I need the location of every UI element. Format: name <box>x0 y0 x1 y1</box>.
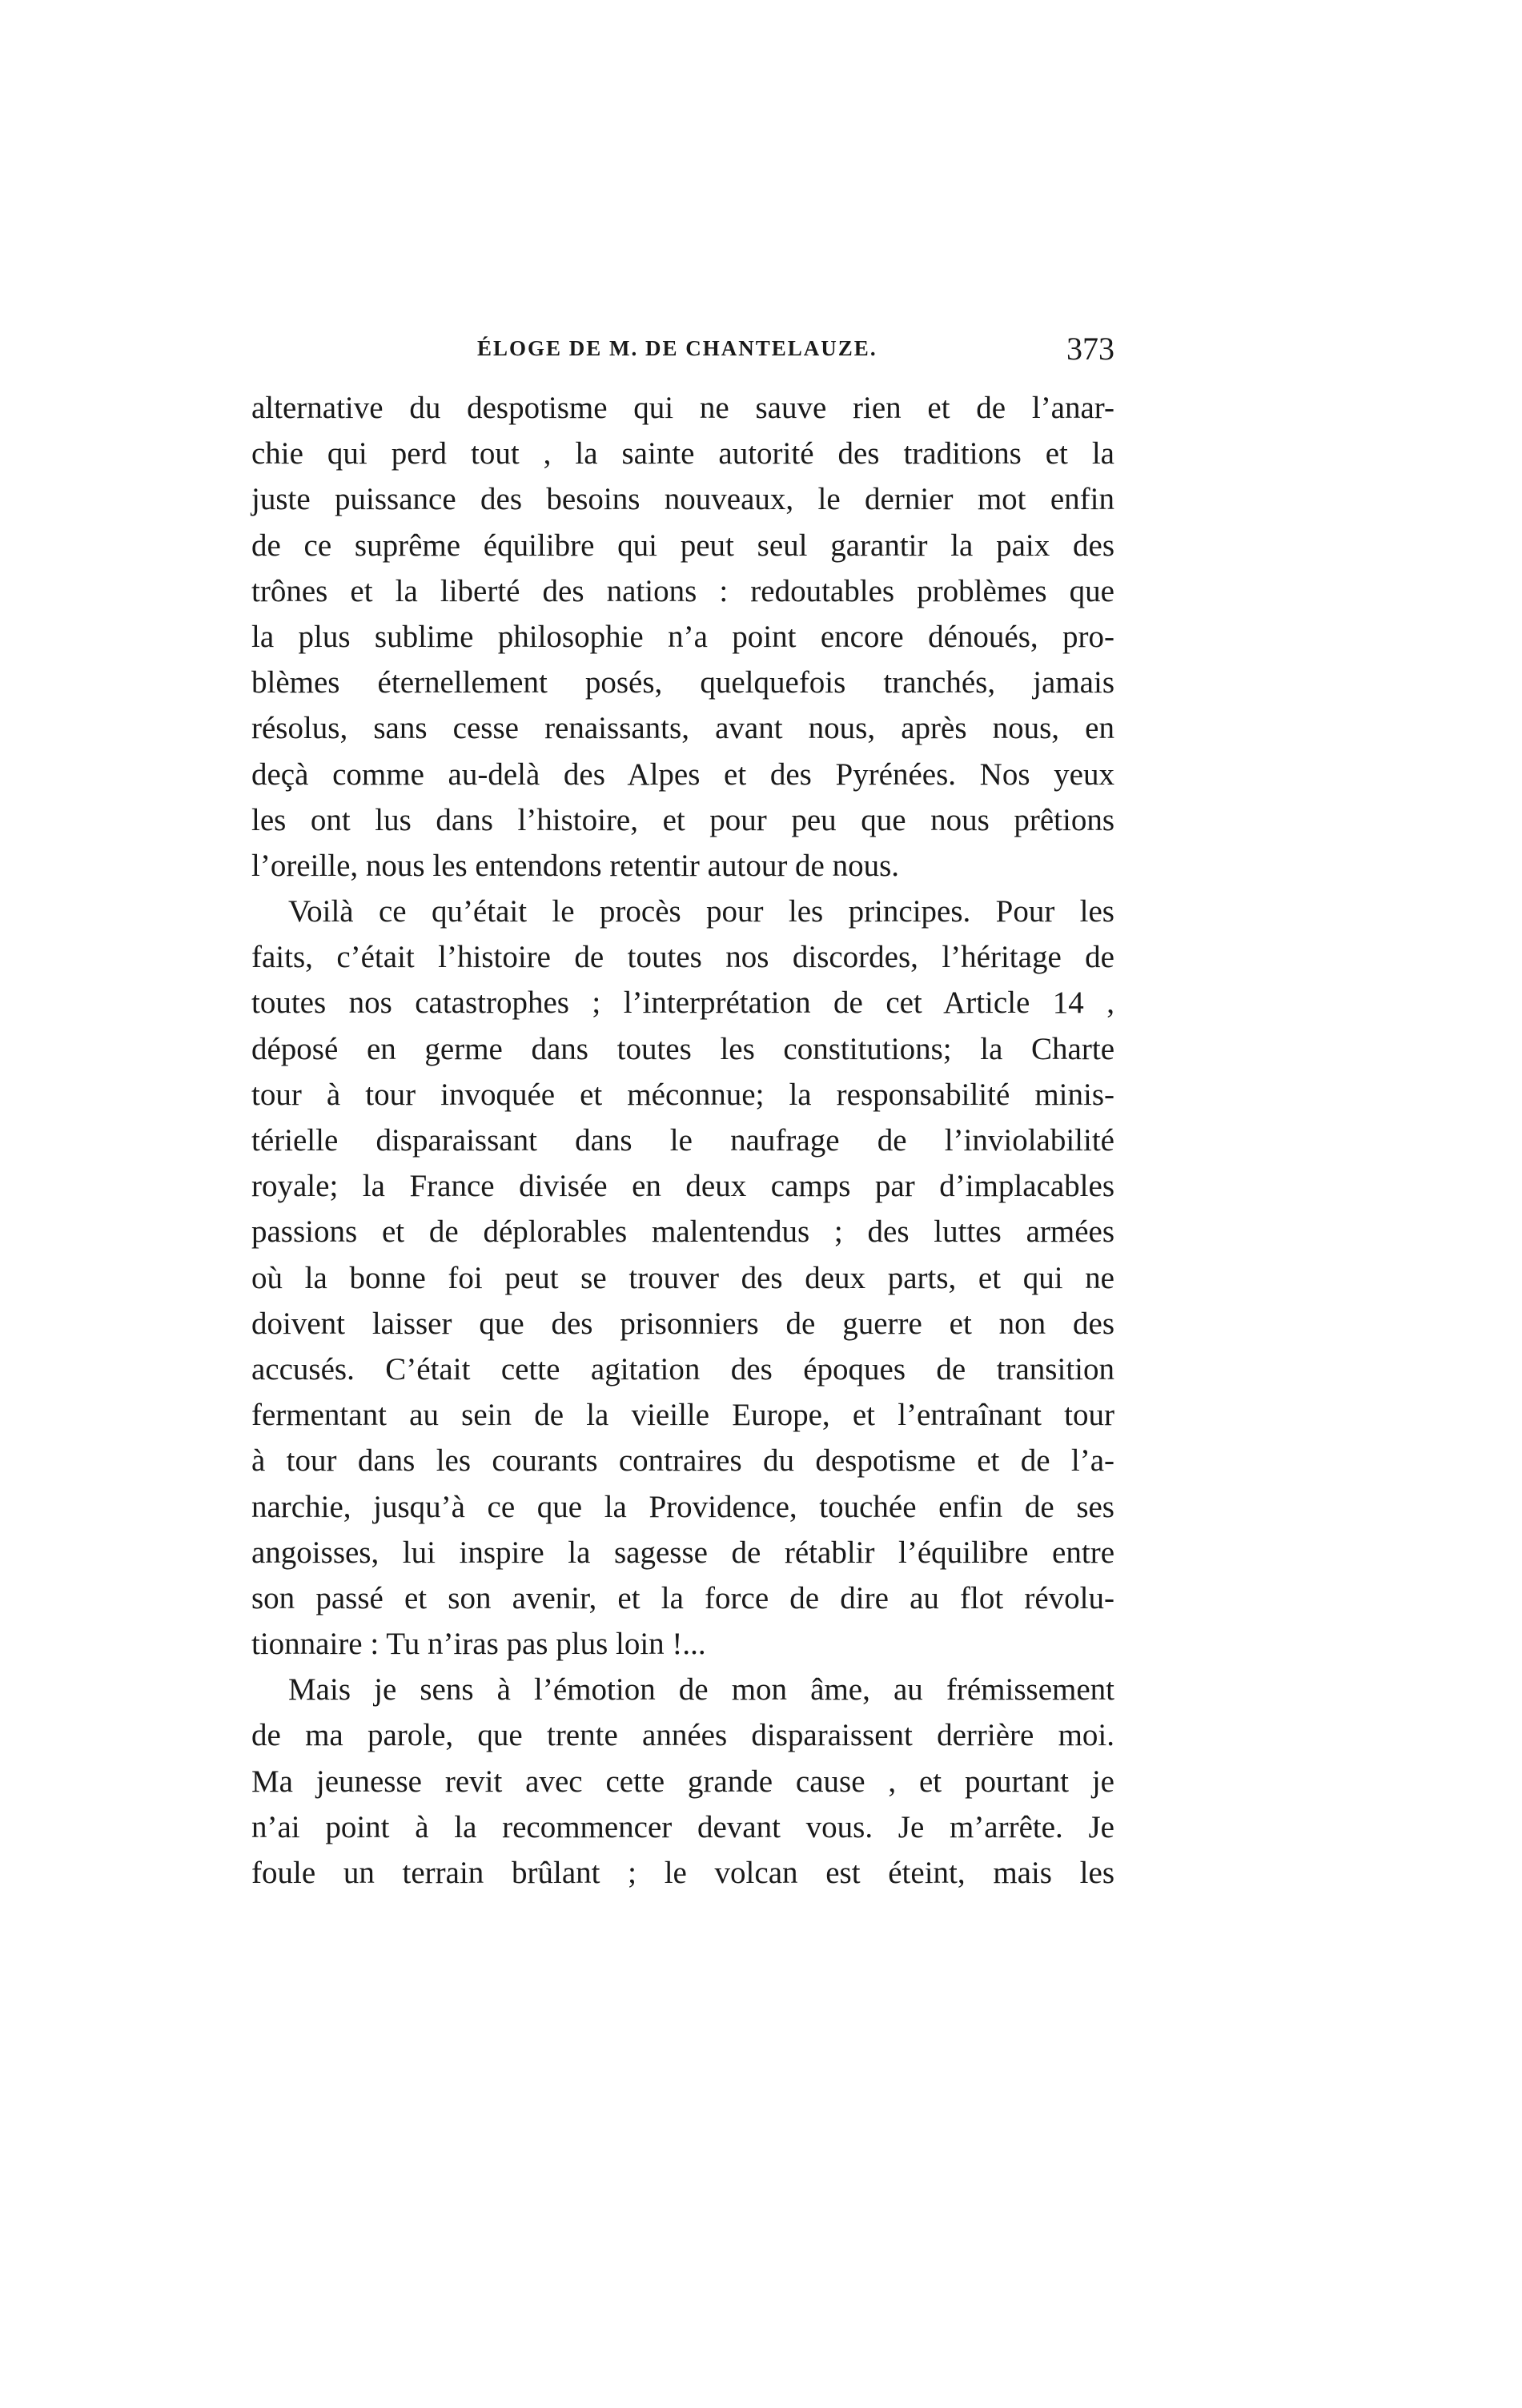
text-line: foule un terrain brûlant ; le volcan est éteint, mais les <box>251 1856 1114 1890</box>
text-line: royale; la France divisée en deux camps par d’implacables <box>251 1169 1114 1204</box>
text-line: passions et de déplorables malentendus ; des luttes armées <box>251 1214 1114 1250</box>
text-line: toutes nos catastrophes ; l’interprétation de cet Article 14 , <box>251 985 1114 1021</box>
text-line: doivent laisser que des prisonniers de guerre et non des <box>251 1306 1114 1341</box>
text-line: alternative du despotisme qui ne sauve rien et de l’anar- <box>251 391 1114 425</box>
text-line: Voilà ce qu’était le procès pour les principes. Pour les <box>288 894 1114 929</box>
text-line: Ma jeunesse revit avec cette grande cause , et pourtant je <box>251 1764 1114 1799</box>
text-line: tour à tour invoquée et méconnue; la responsabilité minis- <box>251 1077 1114 1112</box>
text-line: n’ai point à la recommencer devant vous. Je m’arrête. Je <box>251 1809 1114 1844</box>
text-line: juste puissance des besoins nouveaux, le dernier mot enfin <box>251 482 1114 517</box>
text-line: résolus, sans cesse renaissants, avant nous, après nous, en <box>251 711 1114 746</box>
text-line: trônes et la liberté des nations : redoutables problèmes que <box>251 573 1114 608</box>
text-line: de ma parole, que trente années disparaissent derrière moi. <box>251 1718 1114 1753</box>
text-line: à tour dans les courants contraires du despotisme et de l’a- <box>251 1443 1114 1479</box>
text-line: déposé en germe dans toutes les constitutions; la Charte <box>251 1031 1114 1066</box>
text-line: narchie, jusqu’à ce que la Providence, touchée enfin de ses <box>251 1489 1114 1524</box>
text-line: térielle disparaissant dans le naufrage de l’inviolabilité <box>251 1123 1114 1158</box>
text-line: faits, c’était l’histoire de toutes nos discordes, l’héritage de <box>251 940 1114 975</box>
page-number: 373 <box>1066 331 1114 367</box>
text-line: la plus sublime philosophie n’a point encore dénoués, pro- <box>251 619 1114 654</box>
text-line: l’oreille, nous les entendons retentir autour de nous. <box>251 848 900 883</box>
running-title: ÉLOGE DE M. DE CHANTELAUZE. <box>477 336 877 360</box>
text-line: où la bonne foi peut se trouver des deux parts, et qui ne <box>251 1260 1114 1295</box>
text-line: tionnaire : Tu n’iras pas plus loin !... <box>251 1627 706 1662</box>
text-line: les ont lus dans l’histoire, et pour peu que nous prêtions <box>251 802 1114 837</box>
page-body-text <box>251 385 1114 1896</box>
text-line: Mais je sens à l’émotion de mon âme, au frémissement <box>288 1672 1114 1708</box>
text-line: fermentant au sein de la vieille Europe, et l’entraînant tour <box>251 1398 1114 1433</box>
text-line: de ce suprême équilibre qui peut seul garantir la paix des <box>251 528 1114 563</box>
text-line: deçà comme au-delà des Alpes et des Pyrénées. Nos yeux <box>251 757 1114 792</box>
text-line: son passé et son avenir, et la force de dire au flot révolu- <box>251 1580 1114 1615</box>
text-line: angoisses, lui inspire la sagesse de rétablir l’équilibre entre <box>251 1535 1114 1570</box>
running-header <box>251 330 1114 370</box>
text-line: accusés. C’était cette agitation des époques de transition <box>251 1351 1114 1387</box>
text-line: chie qui perd tout , la sainte autorité des traditions et la <box>251 436 1114 472</box>
text-line: blèmes éternellement posés, quelquefois tranchés, jamais <box>251 665 1114 700</box>
